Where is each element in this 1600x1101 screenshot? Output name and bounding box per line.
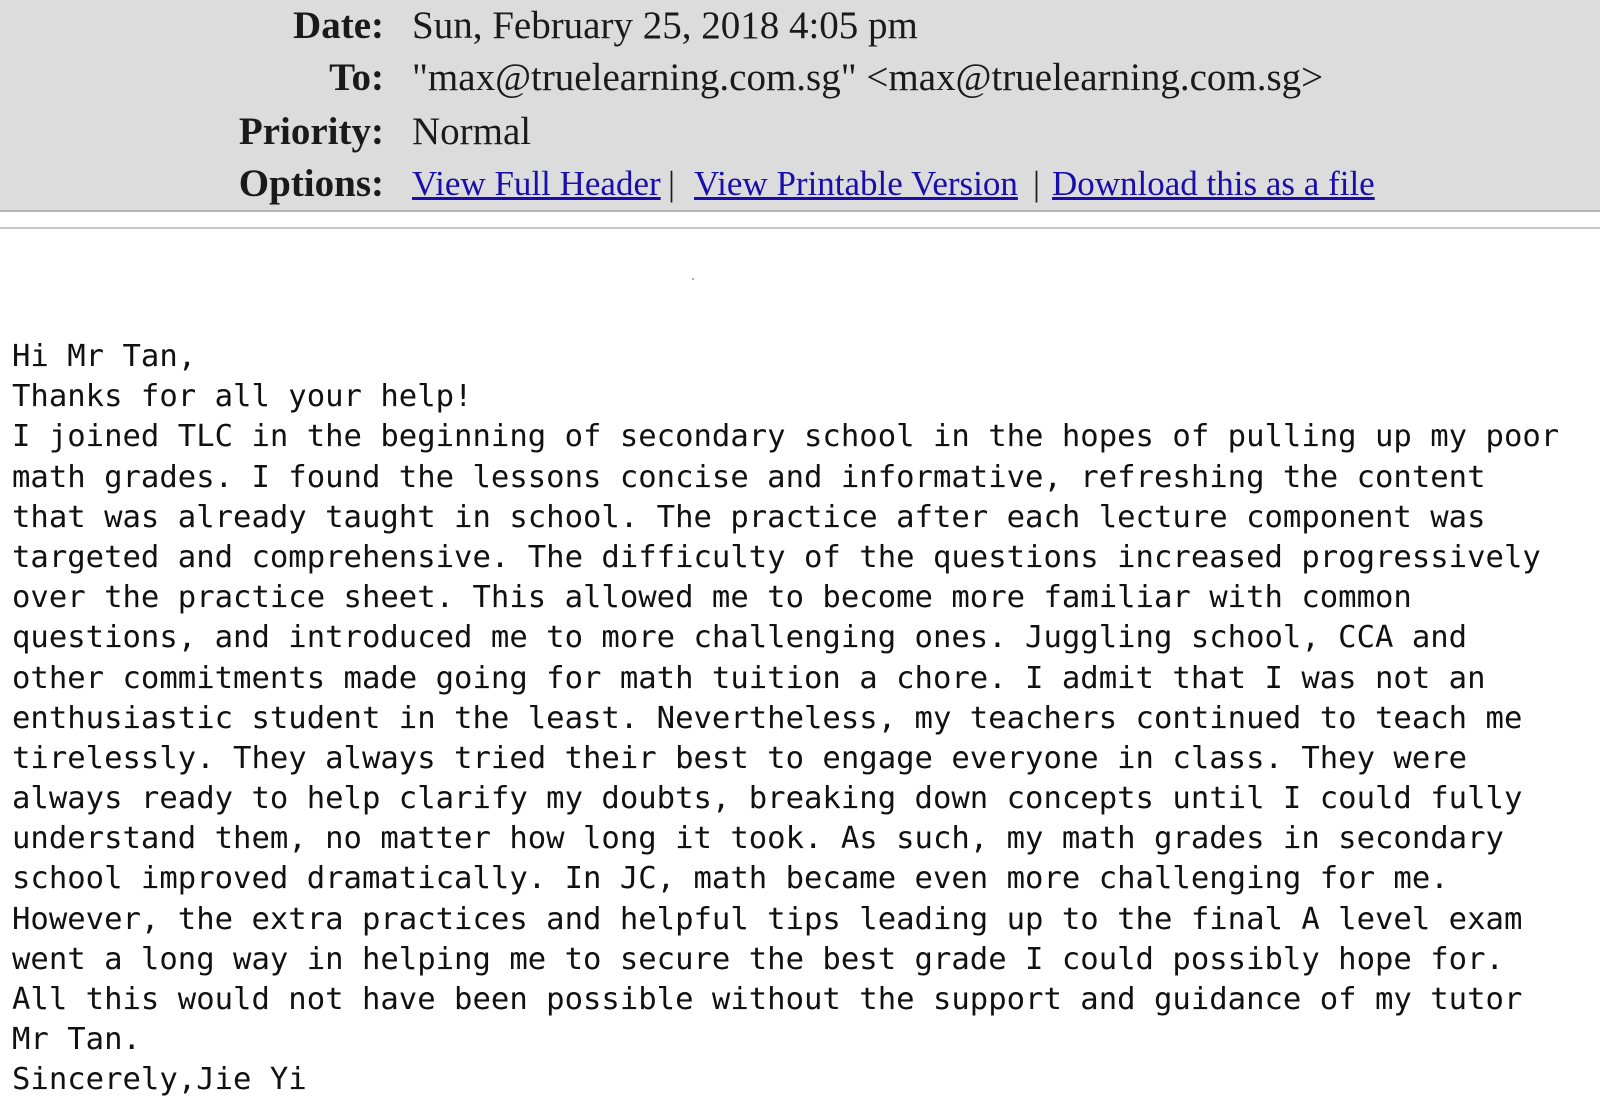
message-line: went a long way in helping me to secure the best grade I could possibly hope for.	[12, 941, 1504, 977]
message-line: I joined TLC in the beginning of secondary school in the hopes of pulling up my poor	[12, 419, 1560, 455]
date-value: Sun, February 25, 2018 4:05 pm	[412, 4, 918, 47]
message-line: always ready to help clarify my doubts, breaking down concepts until I could fully	[12, 781, 1523, 817]
priority-row	[0, 106, 1600, 158]
header-divider	[0, 227, 1600, 229]
message-line: understand them, no matter how long it took. As such, my math grades in secondary	[12, 821, 1504, 857]
message-body	[12, 337, 1592, 1101]
message-line: math grades. I found the lessons concise and informative, refreshing the content	[12, 459, 1486, 495]
message-line: that was already taught in school. The practice after each lecture component was	[12, 499, 1486, 535]
message-line: Thanks for all your help!	[12, 379, 473, 415]
message-line: All this would not have been possible without the support and guidance of my tutor	[12, 982, 1523, 1017]
message-line: other commitments made going for math tuition a chore. I admit that I was not an	[12, 660, 1486, 696]
view-printable-version-link[interactable]: View Printable Version	[694, 164, 1018, 203]
message-line: questions, and introduced me to more challenging ones. Juggling school, CCA and	[12, 620, 1468, 656]
message-line: Sincerely,Jie Yi	[12, 1062, 307, 1098]
date-row	[0, 0, 1600, 52]
options-row	[0, 158, 1600, 210]
message-line: school improved dramatically. In JC, math became even more challenging for me.	[12, 861, 1449, 897]
options-label: Options:	[238, 162, 384, 205]
options-separator: |	[668, 164, 676, 203]
message-line: tirelessly. They always tried their best to engage everyone in class. They were	[12, 740, 1468, 776]
message-line: However, the extra practices and helpful tips leading up to the final A level exam	[12, 901, 1523, 937]
message-line: targeted and comprehensive. The difficulty of the questions increased progressively	[12, 539, 1541, 575]
stray-dot	[692, 278, 694, 280]
priority-value: Normal	[412, 110, 532, 153]
message-line: enthusiastic student in the least. Nevertheless, my teachers continued to teach me	[12, 700, 1523, 736]
message-line: Hi Mr Tan,	[12, 339, 197, 374]
download-file-link[interactable]: Download this as a file	[1052, 164, 1375, 203]
message-line: over the practice sheet. This allowed me to become more familiar with common	[12, 580, 1412, 616]
options-separator: |	[1033, 164, 1041, 203]
date-label: Date:	[293, 4, 384, 47]
to-row	[0, 52, 1600, 104]
to-value: "max@truelearning.com.sg" <max@truelearning.com.sg>	[412, 56, 1324, 99]
view-full-header-link[interactable]: View Full Header	[412, 164, 661, 203]
message-line: Mr Tan.	[12, 1022, 141, 1058]
to-label: To:	[329, 56, 384, 99]
message-header	[0, 0, 1600, 212]
priority-label: Priority:	[238, 110, 384, 153]
